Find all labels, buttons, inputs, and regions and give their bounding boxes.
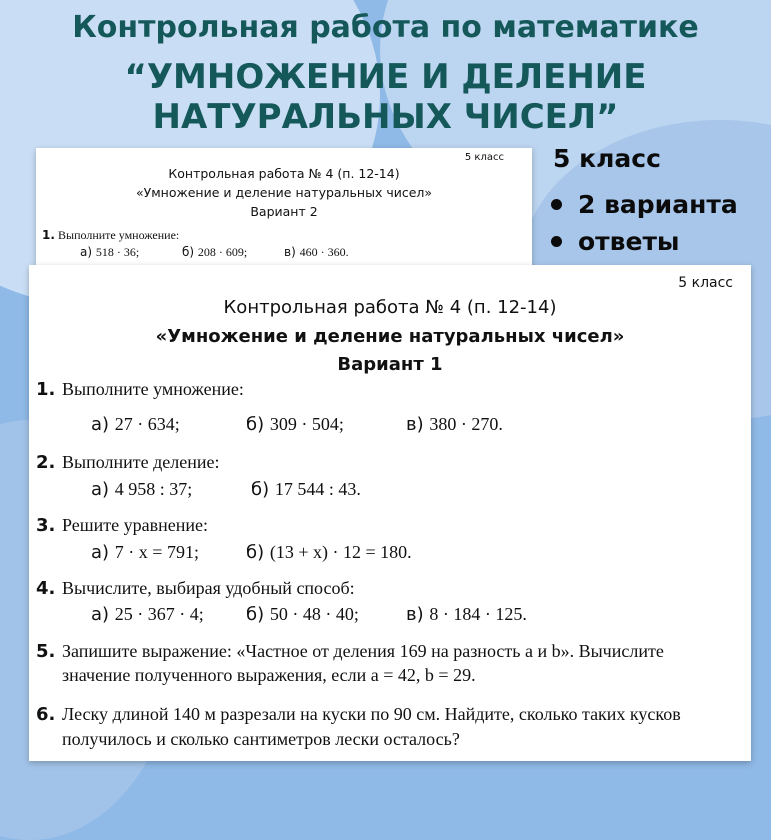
bullet-dot-icon [551,236,562,247]
heading-line2: «Умножение и деление натуральных чисел» [135,185,433,200]
task-item: б) 309 · 504; [246,414,344,435]
task-1 [36,379,244,400]
task-item: б) 208 · 609; [182,245,248,259]
task-item: б) (13 + x) · 12 = 180. [246,542,412,563]
task-item: а) 25 · 367 · 4; [91,604,204,625]
task-number: 6. [36,704,56,725]
task-item: б) 17 544 : 43. [251,479,361,500]
task-text: Выполните умножение: [58,228,180,242]
task-text-line: Леску длиной 140 м разрезали на куски по 90 см. Найдите, сколько таких кусков [62,704,681,724]
task-6 [36,704,62,725]
banner-title: Контрольная работа по математике [72,10,699,45]
task-text-line: получилось и сколько сантиметров лески осталось? [62,729,460,749]
task-text: Вычислите, выбирая удобный способ: [62,578,355,598]
banner-grade: 5 класс [553,144,661,173]
task-4 [36,578,355,599]
heading-line3: Вариант 2 [250,204,318,219]
task-item: в) 460 · 360. [284,245,349,259]
task-number: 3. [36,515,56,536]
heading-line2: «Умножение и деление натуральных чисел» [155,326,625,347]
task-item: а) 4 958 : 37; [91,479,193,500]
banner-subtitle-line1: “УМНОЖЕНИЕ И ДЕЛЕНИЕ [124,57,647,97]
task-4-items [91,604,527,625]
task-3-items [91,542,412,563]
banner-subtitle [0,57,771,137]
task-1-items [91,414,503,435]
task-item: б) 50 · 48 · 40; [246,604,359,625]
task-items [80,245,349,260]
heading-line3: Вариант 1 [337,354,443,375]
task-item: а) 27 · 634; [91,414,180,435]
task-row [42,228,179,243]
grade-label: 5 класс [464,152,504,163]
variant1-page [29,265,751,761]
task-number: 2. [36,452,56,473]
task-item: а) 7 · x = 791; [91,542,199,563]
banner-subtitle-line2: НАТУРАЛЬНЫХ ЧИСЕЛ” [152,97,619,137]
task-text: Выполните деление: [62,452,220,472]
task-5 [36,641,62,662]
bullet-text: 2 варианта [578,190,738,219]
grade-label: 5 класс [678,275,733,291]
bullet-text: ответы [578,227,680,256]
bullet-item [551,190,738,219]
variant2-page [36,148,532,266]
bullet-item [551,227,680,256]
task-item: в) 380 · 270. [406,414,503,435]
task-text-line: значение полученного выражения, если a = 42, b = 29. [62,665,476,685]
task-item: в) 8 · 184 · 125. [406,604,527,625]
task-text: Выполните умножение: [62,379,244,399]
task-number: 4. [36,578,56,599]
task-2-items [91,479,361,500]
task-item: а) 518 · 36; [80,245,140,259]
heading-line1: Контрольная работа № 4 (п. 12-14) [223,297,557,318]
heading-line1: Контрольная работа № 4 (п. 12-14) [168,166,400,181]
task-number: 5. [36,641,56,662]
task-number: 1. [36,379,56,400]
task-3 [36,515,208,536]
task-number: 1. [42,228,55,242]
task-text: Решите уравнение: [62,515,208,535]
task-text-line: Запишите выражение: «Частное от деления 169 на разность a и b». Вычислите [62,641,664,661]
task-2 [36,452,219,473]
bullet-dot-icon [551,199,562,210]
